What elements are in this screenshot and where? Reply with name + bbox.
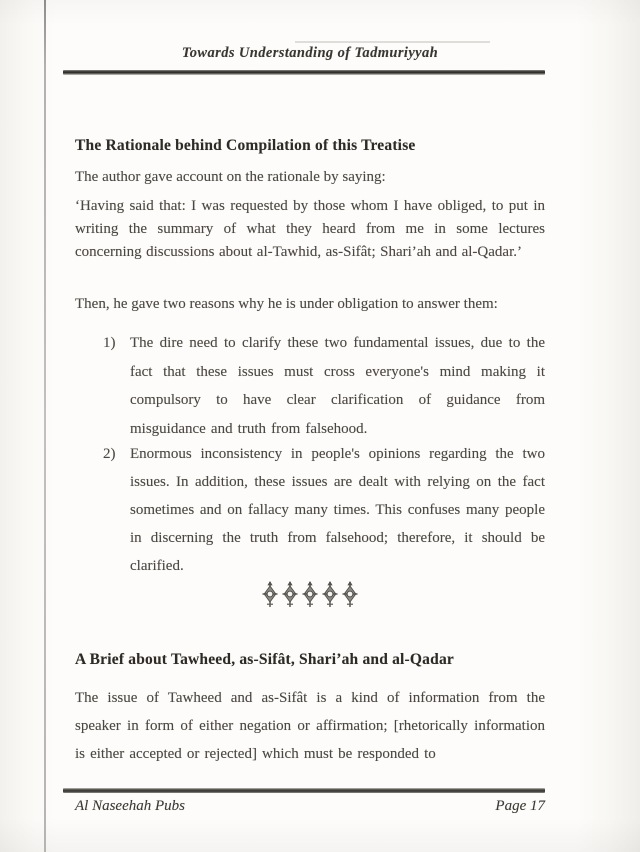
footer-page-number: Page 17	[495, 798, 545, 814]
diamond-finial-icon	[342, 581, 358, 608]
section1-heading: The Rationale behind Compilation of this Treatise	[75, 137, 416, 154]
running-header-title: Towards Understanding of Tadmuriyyah	[181, 45, 439, 61]
header-rule	[63, 70, 545, 75]
diamond-finial-icon	[262, 581, 278, 608]
page-spine-edge	[44, 0, 46, 852]
diamond-finial-icon	[322, 581, 338, 608]
footer-rule	[63, 788, 545, 793]
footer-publisher: Al Naseehah Pubs	[75, 798, 185, 814]
list-item-1-text: The dire need to clarify these two fundamental issues, due to the fact that these issues must cross everyone's mind making it compulsory to have clear clarification of guidance from misguidance and truth from falsehood.	[130, 335, 545, 437]
section1-intro: The author gave account on the rationale by saying:	[75, 169, 386, 185]
list-item-2-text: Enormous inconsistency in people's opinions regarding the two issues. In addition, these issues are dealt with relying on the fact sometimes and on fallacy many times. This confuses many people in discerning the truth from falsehood; therefore, it should be clarified.	[130, 446, 545, 574]
ornament-row	[75, 581, 545, 608]
list-item-2	[75, 440, 545, 580]
reasons-intro: Then, he gave two reasons why he is under obligation to answer them:	[75, 296, 498, 312]
section2-heading: A Brief about Tawheed, as-Sifât, Shari’ah and al-Qadar	[75, 651, 454, 668]
diamond-finial-icon	[302, 581, 318, 608]
list-item-1-number: 1)	[103, 335, 116, 351]
show-through-artifact	[295, 41, 490, 43]
section2-body: The issue of Tawheed and as-Sifât is a kind of information from the speaker in form of either negation or affirmation; [rhetorically information is either accepted or rejected] which must be responded to	[75, 690, 545, 762]
diamond-finial-icon	[282, 581, 298, 608]
page-footer	[75, 798, 545, 815]
list-item-2-number: 2)	[103, 446, 116, 462]
section1-quote: ‘Having said that: I was requested by those whom I have obliged, to put in writing the summary of what they heard from me in some lectures concerning discussions about al-Tawhid, as-Sifât; Shari’ah and al-Qadar.’	[75, 198, 545, 260]
list-item-1	[75, 329, 545, 443]
